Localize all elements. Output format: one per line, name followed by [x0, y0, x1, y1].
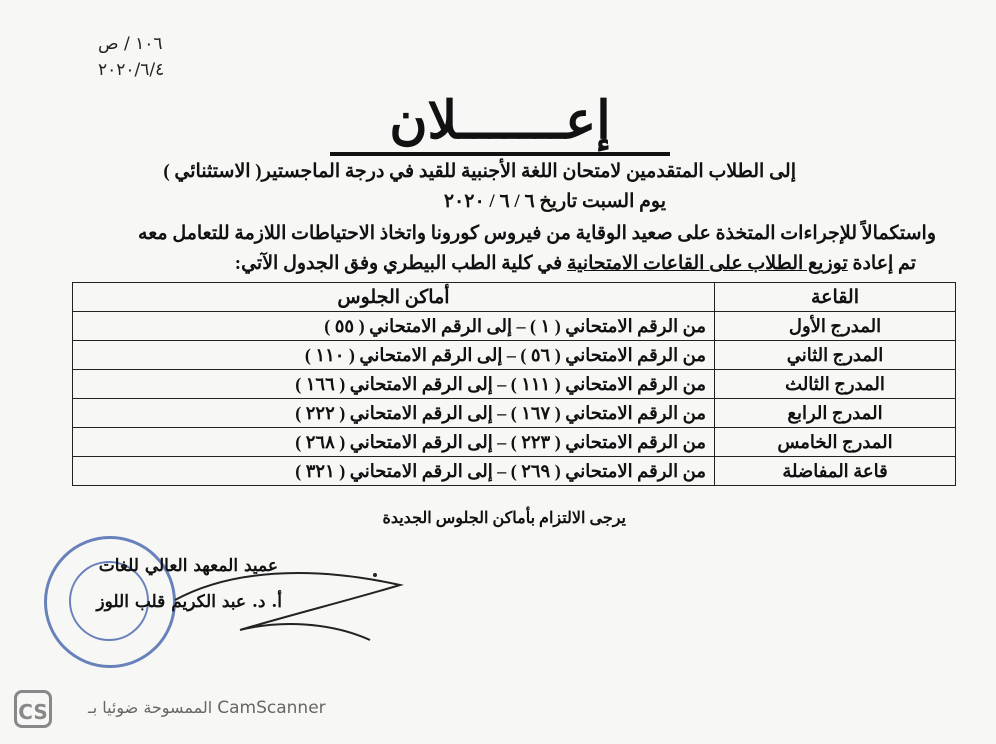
- hall-cell: قاعة المفاضلة: [715, 457, 956, 486]
- watermark-app-name: CamScanner: [217, 698, 326, 718]
- body-line-context: واستكمالاً للإجراءات المتخذة على صعيد الوقاية من فيروس كورونا واتخاذ الاحتياطات اللازمة للتعامل معه: [138, 223, 936, 244]
- table-row: [73, 341, 956, 370]
- distribution-prefix: تم إعادة: [852, 253, 916, 274]
- watermark-text: [80, 698, 326, 718]
- header-seats: أماكن الجلوس: [73, 283, 715, 312]
- hall-cell: المدرج الرابع: [715, 399, 956, 428]
- table-row: [73, 457, 956, 486]
- compliance-note: يرجى الالتزام بأماكن الجلوس الجديدة: [382, 510, 626, 527]
- reference-number: ١٠٦ / ص: [98, 34, 163, 54]
- seats-cell: من الرقم الامتحاني ( ٢٢٣ ) – إلى الرقم الامتحاني ( ٢٦٨ ): [73, 428, 715, 457]
- table-row: [73, 428, 956, 457]
- hall-cell: المدرج الأول: [715, 312, 956, 341]
- announcement-title: إعـــــــلان: [330, 92, 670, 156]
- table-header-row: [73, 283, 956, 312]
- body-line-distribution: [235, 252, 916, 275]
- seating-table: [72, 282, 956, 486]
- signatory-title: عميد المعهد العالي للغات: [98, 556, 278, 576]
- camscanner-logo-icon: CS: [14, 690, 52, 728]
- table-row: [73, 370, 956, 399]
- hall-cell: المدرج الخامس: [715, 428, 956, 457]
- distribution-suffix: في كلية الطب البيطري وفق الجدول الآتي:: [234, 253, 563, 274]
- seats-cell: من الرقم الامتحاني ( ٢٦٩ ) – إلى الرقم الامتحاني ( ٣٢١ ): [73, 457, 715, 486]
- watermark-arabic: الممسوحة ضوئيا بـ: [88, 698, 213, 717]
- body-line-date: يوم السبت تاريخ ٦ / ٦ / ٢٠٢٠: [443, 191, 666, 212]
- header-hall: القاعة: [715, 283, 956, 312]
- seats-cell: من الرقم الامتحاني ( ١١١ ) – إلى الرقم الامتحاني ( ١٦٦ ): [73, 370, 715, 399]
- signatory-name: أ. د. عبد الكريم قلب اللوز: [96, 592, 282, 612]
- body-line-recipients: إلى الطلاب المتقدمين لامتحان اللغة الأجنبية للقيد في درجة الماجستير( الاستثنائي ): [163, 161, 796, 182]
- seats-cell: من الرقم الامتحاني ( ٥٦ ) – إلى الرقم الامتحاني ( ١١٠ ): [73, 341, 715, 370]
- table-row: [73, 312, 956, 341]
- table-row: [73, 399, 956, 428]
- distribution-emphasis: توزيع الطلاب على القاعات الامتحانية: [566, 253, 848, 274]
- hall-cell: المدرج الثاني: [715, 341, 956, 370]
- hall-cell: المدرج الثالث: [715, 370, 956, 399]
- seats-cell: من الرقم الامتحاني ( ١ ) – إلى الرقم الامتحاني ( ٥٥ ): [73, 312, 715, 341]
- seats-cell: من الرقم الامتحاني ( ١٦٧ ) – إلى الرقم الامتحاني ( ٢٢٢ ): [73, 399, 715, 428]
- reference-date: ٢٠٢٠/٦/٤: [98, 60, 165, 80]
